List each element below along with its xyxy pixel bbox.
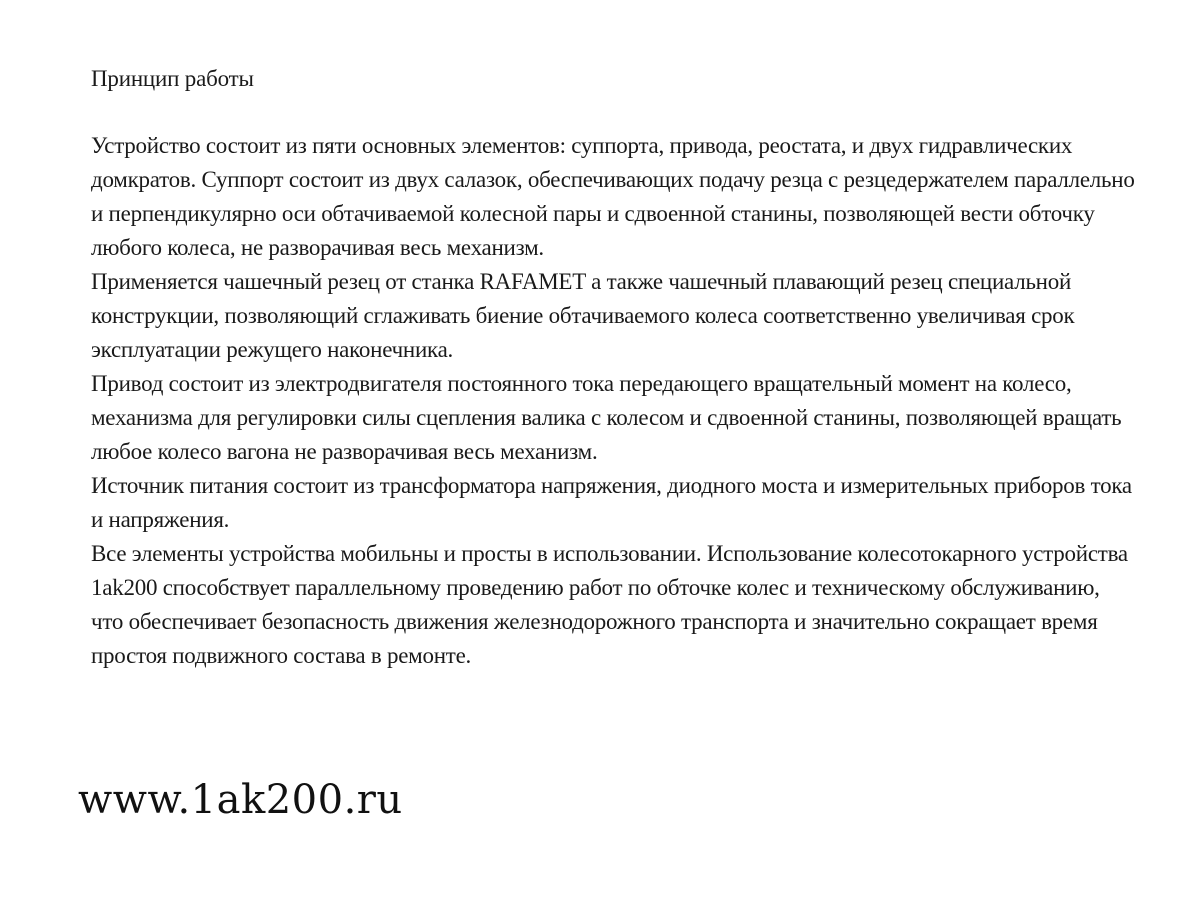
body-text <box>91 129 1136 673</box>
paragraph-usage: Все элементы устройства мобильны и просты в использовании. Использование колесотокарного устройства 1ak200 способствует параллельному проведению работ по обточке колес и техническому обслуживанию, что обеспечивает безопасность движения железнодорожного транспорта и значительно сокращает время простоя подвижного состава в ремонте. <box>91 541 1128 668</box>
website-url: www.1ak200.ru <box>78 777 403 823</box>
page-title: Принцип работы <box>91 66 254 91</box>
paragraph-device-composition: Устройство состоит из пяти основных элементов: суппорта, привода, реостата, и двух гидравлических домкратов. Суппорт состоит из двух салазок, обеспечивающих подачу резца с резцедержателем параллельно и перпендикулярно оси обтачиваемой колесной пары и сдвоенной станины, позволяющей вести обточку любого колеса, не разворачивая весь механизм. <box>91 133 1135 260</box>
paragraph-power-source: Источник питания состоит из трансформатора напряжения, диодного моста и измерительных приборов тока и напряжения. <box>91 473 1132 532</box>
paragraph-drive: Привод состоит из электродвигателя постоянного тока передающего вращательный момент на колесо, механизма для регулировки силы сцепления валика с колесом и сдвоенной станины, позволяющей вращать любое колесо вагона не разворачивая весь механизм. <box>91 371 1122 464</box>
paragraph-cutter: Применяется чашечный резец от станка RAFAMET а также чашечный плавающий резец специальной конструкции, позволяющий сглаживать биение обтачиваемого колеса соответственно увеличивая срок эксплуатации режущего наконечника. <box>91 269 1075 362</box>
